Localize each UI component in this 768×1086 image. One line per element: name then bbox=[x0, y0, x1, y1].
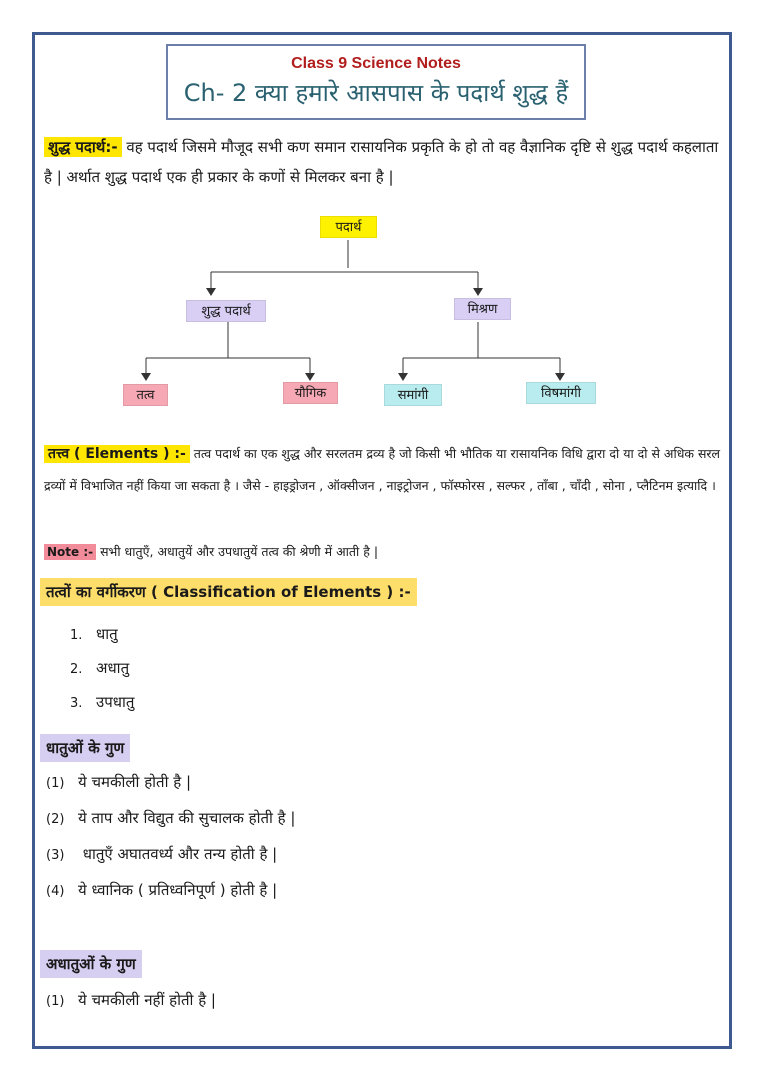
note-label: Note :- bbox=[44, 544, 96, 560]
node-pure-substance: शुद्ध पदार्थ bbox=[186, 300, 266, 322]
node-heterogeneous: विषमांगी bbox=[526, 382, 596, 404]
list-item: 2. अधातु bbox=[70, 659, 130, 677]
pure-substance-text: वह पदार्थ जिसमे मौजूद सभी कण समान रासायनिक प्रकृति के हो तो वह वैज्ञानिक दृष्टि से शुद्ध पदार्थ कहलाता है | अर्थात शुद्ध पदार्थ एक ही प्रकार के कणों से मिलकर बना है | bbox=[44, 138, 719, 186]
elements-label: तत्त्व ( Elements ) :- bbox=[44, 445, 190, 463]
class-label: Class 9 Science Notes bbox=[291, 55, 461, 72]
note-line bbox=[44, 536, 724, 568]
list-item: (1) ये चमकीली नहीं होती है | bbox=[46, 991, 216, 1009]
list-item: (2) ये ताप और विद्युत की सुचालक होती है | bbox=[46, 809, 296, 827]
node-homogeneous: समांगी bbox=[384, 384, 442, 406]
node-compound: यौगिक bbox=[283, 382, 338, 404]
chapter-title: Ch- 2 क्या हमारे आसपास के पदार्थ शुद्ध हैं bbox=[183, 79, 569, 107]
list-item: (1) ये चमकीली होती है | bbox=[46, 773, 192, 791]
classification-heading: तत्वों का वर्गीकरण ( Classification of Elements ) :- bbox=[40, 578, 417, 606]
elements-paragraph bbox=[44, 438, 724, 502]
list-item: (3) धातुएँ अघातवर्ध्य और तन्य होती है | bbox=[46, 845, 278, 863]
node-matter: पदार्थ bbox=[320, 216, 377, 238]
metal-properties-heading: धातुओं के गुण bbox=[40, 734, 130, 762]
list-item: (4) ये ध्वानिक ( प्रतिध्वनिपूर्ण ) होती है | bbox=[46, 881, 278, 899]
node-mixture: मिश्रण bbox=[454, 298, 511, 320]
node-element: तत्व bbox=[123, 384, 168, 406]
pure-substance-label: शुद्ध पदार्थ:- bbox=[44, 137, 122, 157]
note-text: सभी धातुएँ, अधातुयें और उपधातुयें तत्व की श्रेणी में आती है | bbox=[96, 544, 379, 559]
elements-text: तत्व पदार्थ का एक शुद्ध और सरलतम द्रव्य है जो किसी भी भौतिक या रासायनिक विधि द्वारा दो या दो से अधिक सरल द्रव्यों में विभाजित नहीं किया जा सकता है । जैसे - हाइड्रोजन , ऑक्सीजन , नाइट्रोजन , फॉस्फोरस , सल्फर , ताँबा , चाँदी , सोना , प्लैटिनम इत्यादि । bbox=[44, 446, 721, 493]
nonmetal-properties-heading: अधातुओं के गुण bbox=[40, 950, 142, 978]
list-item: 1. धातु bbox=[70, 625, 118, 643]
list-item: 3. उपधातु bbox=[70, 693, 135, 711]
